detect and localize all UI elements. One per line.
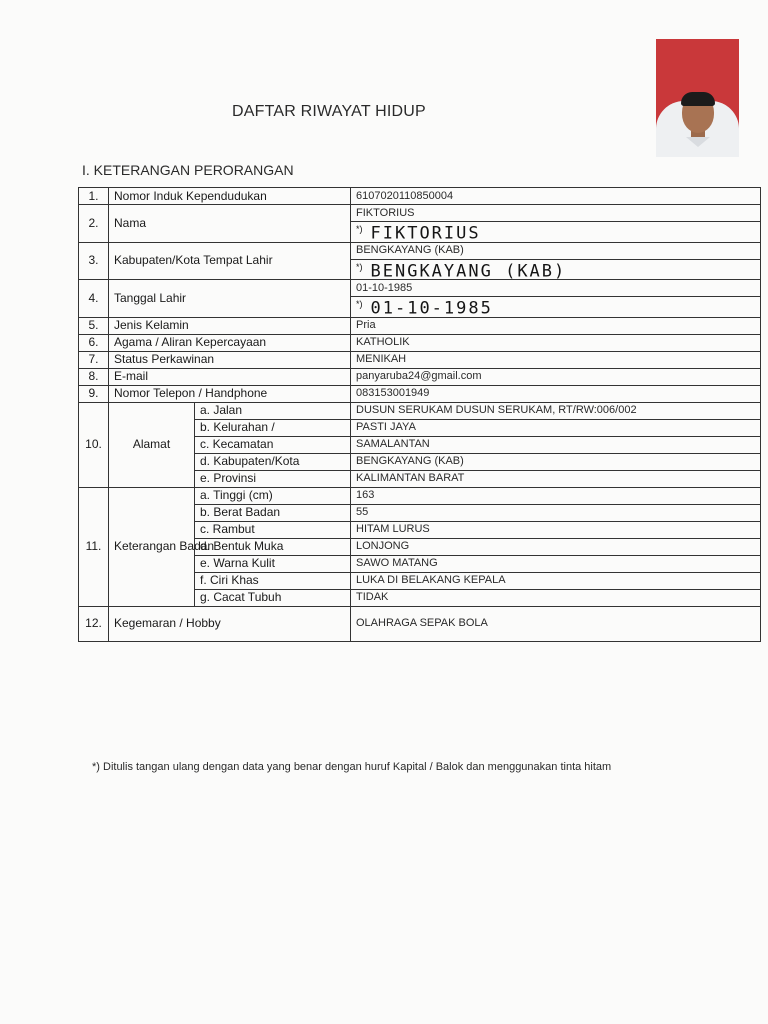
sub-field-label: b. Kelurahan / [195, 419, 351, 436]
handwritten-marker: *) [356, 261, 363, 272]
field-value: PASTI JAYA [351, 419, 761, 436]
table-row [79, 368, 761, 385]
sub-field-label: d. Bentuk Muka [195, 538, 351, 555]
field-value: 163 [351, 487, 761, 504]
field-value: LUKA DI BELAKANG KEPALA [351, 572, 761, 589]
table-row [79, 385, 761, 402]
field-value: 55 [351, 504, 761, 521]
sub-field-label: a. Tinggi (cm) [195, 487, 351, 504]
field-value: 01-10-1985 [351, 280, 761, 297]
field-label: Jenis Kelamin [109, 317, 351, 334]
field-value: KALIMANTAN BARAT [351, 470, 761, 487]
row-number: 9. [79, 385, 109, 402]
row-number: 7. [79, 351, 109, 368]
field-value: SAMALANTAN [351, 436, 761, 453]
table-row [79, 188, 761, 205]
sub-field-label: b. Berat Badan [195, 504, 351, 521]
handwritten-value [351, 259, 761, 280]
handwritten-text: FIKTORIUS [370, 223, 481, 244]
handwritten-marker: *) [356, 224, 363, 234]
field-value: LONJONG [351, 538, 761, 555]
field-value: DUSUN SERUKAM DUSUN SERUKAM, RT/RW:006/002 [351, 402, 761, 419]
table-row [79, 351, 761, 368]
field-value: TIDAK [351, 589, 761, 606]
personal-info-table [78, 187, 761, 642]
handwritten-marker: *) [356, 299, 363, 310]
row-number: 6. [79, 334, 109, 351]
row-number: 10. [79, 402, 109, 487]
table-row [79, 402, 761, 419]
field-label: Kabupaten/Kota Tempat Lahir [109, 242, 351, 280]
table-row [79, 242, 761, 259]
field-value: BENGKAYANG (KAB) [351, 242, 761, 259]
table-row [79, 606, 761, 641]
sub-field-label: g. Cacat Tubuh [195, 589, 351, 606]
field-value: BENGKAYANG (KAB) [351, 453, 761, 470]
field-value: panyaruba24@gmail.com [351, 368, 761, 385]
table-row [79, 280, 761, 297]
sub-field-label: e. Provinsi [195, 470, 351, 487]
field-label: E-mail [109, 368, 351, 385]
sub-field-label: d. Kabupaten/Kota [195, 453, 351, 470]
sub-field-label: f. Ciri Khas [195, 572, 351, 589]
field-label: Nomor Telepon / Handphone [109, 385, 351, 402]
sub-field-label: c. Kecamatan [195, 436, 351, 453]
row-number: 11. [79, 487, 109, 606]
field-label: Agama / Aliran Kepercayaan [109, 334, 351, 351]
field-label: Nama [109, 205, 351, 243]
field-value: MENIKAH [351, 351, 761, 368]
photo-hair [681, 92, 715, 106]
field-value: 6107020110850004 [351, 188, 761, 205]
profile-photo [656, 39, 739, 157]
row-number: 2. [79, 205, 109, 243]
field-value: FIKTORIUS [351, 205, 761, 222]
photo-collar [686, 137, 710, 147]
handwritten-value [351, 222, 761, 243]
row-number: 1. [79, 188, 109, 205]
handwritten-text: BENGKAYANG (KAB) [370, 261, 567, 282]
field-value: SAWO MATANG [351, 555, 761, 572]
sub-field-label: c. Rambut [195, 521, 351, 538]
section-title: I. KETERANGAN PERORANGAN [82, 162, 294, 178]
sub-field-label: e. Warna Kulit [195, 555, 351, 572]
field-label: Nomor Induk Kependudukan [109, 188, 351, 205]
table-row [79, 334, 761, 351]
row-number: 3. [79, 242, 109, 280]
document-title: DAFTAR RIWAYAT HIDUP [232, 103, 426, 120]
handwritten-value [351, 297, 761, 318]
field-value: Pria [351, 317, 761, 334]
handwritten-text: 01-10-1985 [370, 298, 493, 319]
field-value: OLAHRAGA SEPAK BOLA [351, 606, 761, 641]
table-row [79, 205, 761, 222]
table-row [79, 487, 761, 504]
field-value: KATHOLIK [351, 334, 761, 351]
field-label: Status Perkawinan [109, 351, 351, 368]
footnote: *) Ditulis tangan ulang dengan data yang benar dengan huruf Kapital / Balok dan menggunakan tinta hitam [92, 761, 612, 773]
field-label: Alamat [109, 402, 195, 487]
row-number: 8. [79, 368, 109, 385]
table-row [79, 317, 761, 334]
field-value: HITAM LURUS [351, 521, 761, 538]
field-value: 083153001949 [351, 385, 761, 402]
field-label: Kegemaran / Hobby [109, 606, 351, 641]
sub-field-label: a. Jalan [195, 402, 351, 419]
field-label: Tanggal Lahir [109, 280, 351, 318]
row-number: 4. [79, 280, 109, 318]
row-number: 12. [79, 606, 109, 641]
field-label: Keterangan Badan [109, 487, 195, 606]
row-number: 5. [79, 317, 109, 334]
